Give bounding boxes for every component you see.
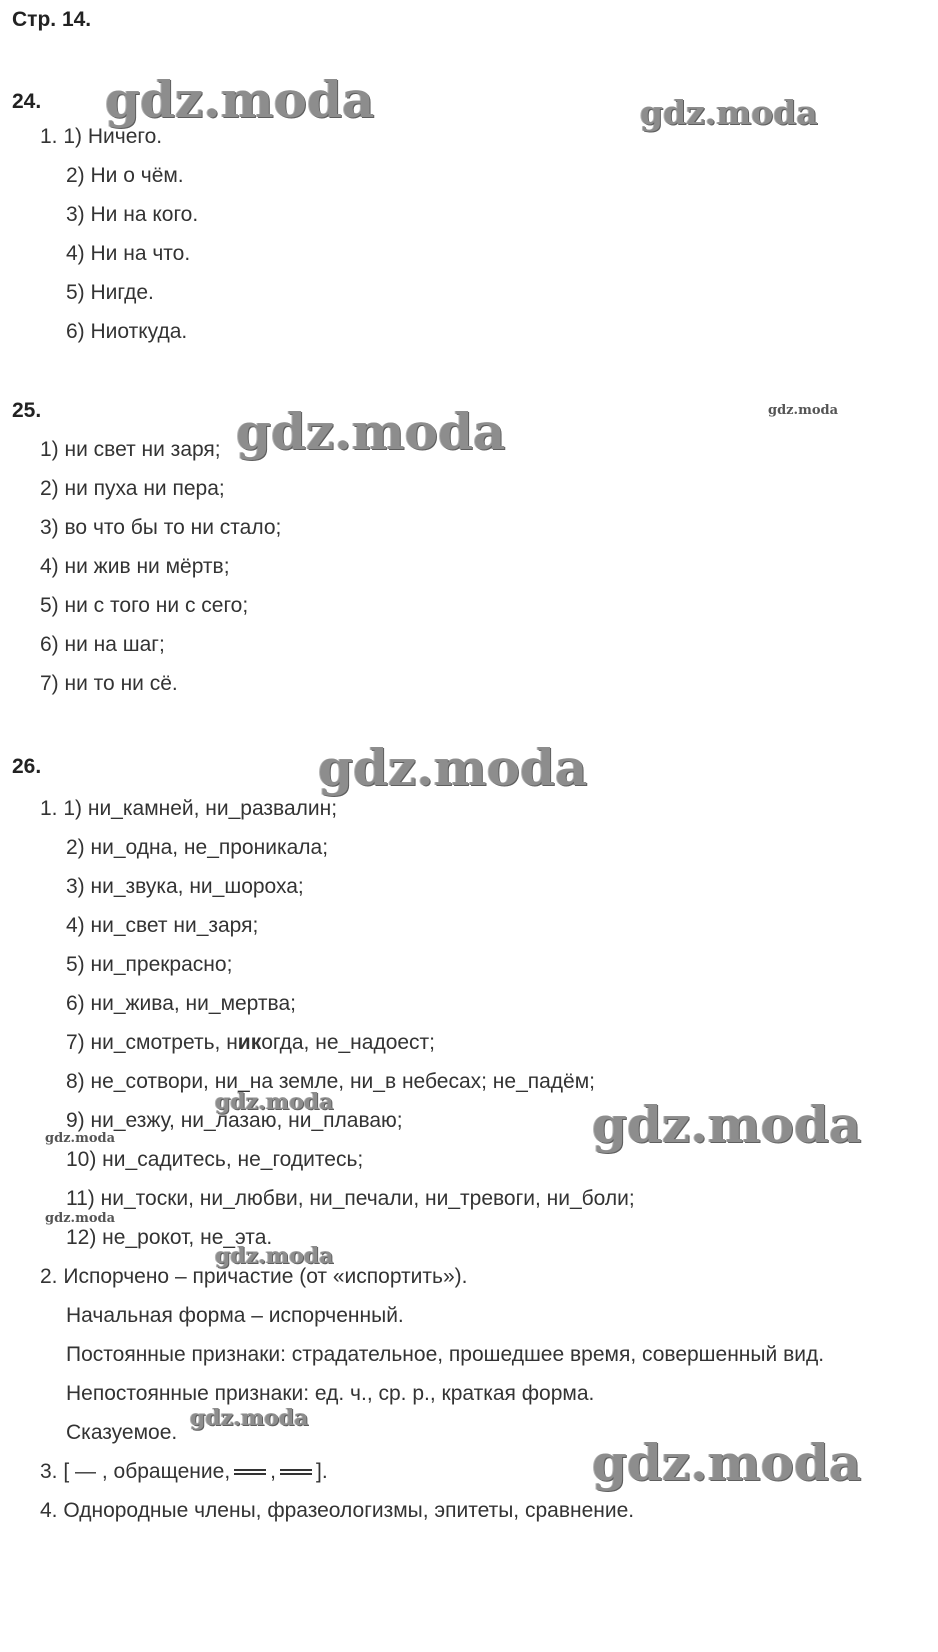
ex26-line-9: 9) ни_езжу, ни_лазаю, ни_плаваю; [66,1109,403,1132]
ex26-line-7-bold: ик [237,1031,262,1054]
ex25-line-3: 3) во что бы то ни стало; [40,516,282,539]
ex24-line-2: 2) Ни о чём. [66,164,184,187]
scheme-start: 3. [ — , обращение, [40,1460,231,1483]
ex26-part2-line-2: Начальная форма – испорченный. [66,1304,404,1327]
ex26-line-12: 12) не_рокот, не_эта. [66,1226,273,1249]
watermark: gdz.moda [640,93,818,132]
ex26-line-7-post: огда, не_надоест; [261,1031,436,1054]
ex26-line-7-start: 7) ни_смотреть, [66,1031,227,1054]
scheme-comma: , [270,1460,276,1483]
ex24-line-5: 5) Нигде. [66,281,154,304]
watermark: gdz.moda [592,1433,862,1492]
ex26-line-6: 6) ни_жива, ни_мертва; [66,992,296,1015]
ex24-line-6: 6) Ниоткуда. [66,320,188,343]
watermark: gdz.moda [215,1243,334,1269]
page-title: Стр. 14. [12,8,92,31]
ex26-line-11: 11) ни_тоски, ни_любви, ни_печали, ни_тревоги, ни_боли; [66,1187,635,1210]
ex25-line-2: 2) ни пуха ни пера; [40,477,225,500]
ex26-line-8: 8) не_сотвори, ни_на земле, ни_в небесах; не_падём; [66,1070,596,1093]
ex26-line-7-pre: н [226,1031,238,1054]
watermark: gdz.moda [190,1405,309,1431]
ex26-part2-line-4: Непостоянные признаки: ед. ч., ср. р., краткая форма. [66,1382,595,1405]
ex26-line-7 [66,1030,435,1056]
ex25-line-7: 7) ни то ни сё. [40,672,178,695]
ex26-line-2: 2) ни_одна, не_проникала; [66,836,329,859]
scheme-end: ]. [316,1460,328,1483]
watermark: gdz.moda [236,402,506,461]
exercise-24-number: 24. [12,90,42,113]
predicate-underline-symbol [280,1469,312,1475]
watermark: gdz.moda [318,738,588,797]
ex25-line-1: 1) ни свет ни заря; [40,438,221,461]
ex26-part2-line-5: Сказуемое. [66,1421,178,1444]
ex26-line-1: 1. 1) ни_камней, ни_развалин; [40,797,338,820]
watermark: gdz.moda [592,1095,862,1154]
ex26-part3-scheme [40,1459,328,1485]
ex24-line-4: 4) Ни на что. [66,242,191,265]
ex26-part2-line-3: Постоянные признаки: страдательное, прошедшее время, совершенный вид. [66,1343,825,1366]
ex26-part2-line-1: 2. Испорчено – причастие (от «испортить»). [40,1265,468,1288]
ex26-line-4: 4) ни_свет ни_заря; [66,914,259,937]
watermark: gdz.moda [45,1211,116,1226]
ex26-line-10: 10) ни_садитесь, не_годитесь; [66,1148,364,1171]
predicate-underline-symbol [234,1469,266,1475]
ex24-line-3: 3) Ни на кого. [66,203,199,226]
ex25-line-6: 6) ни на шаг; [40,633,165,656]
ex26-line-3: 3) ни_звука, ни_шороха; [66,875,304,898]
ex24-line-1: 1. 1) Ничего. [40,125,163,148]
watermark: gdz.moda [105,70,375,129]
watermark: gdz.moda [215,1089,334,1115]
watermark: gdz.moda [45,1131,116,1146]
ex26-part4: 4. Однородные члены, фразеологизмы, эпитеты, сравнение. [40,1499,635,1522]
watermark: gdz.moda [768,403,839,418]
exercise-25-number: 25. [12,399,42,422]
exercise-26-number: 26. [12,755,42,778]
ex25-line-5: 5) ни с того ни с сего; [40,594,249,617]
ex25-line-4: 4) ни жив ни мёртв; [40,555,230,578]
ex26-line-5: 5) ни_прекрасно; [66,953,233,976]
